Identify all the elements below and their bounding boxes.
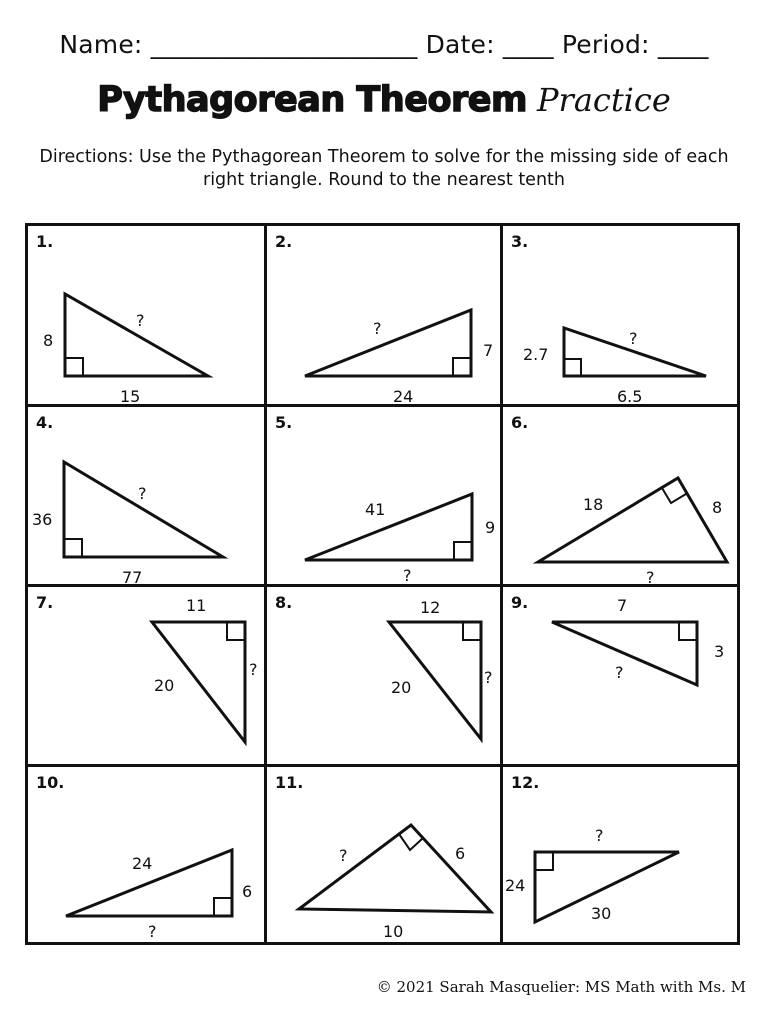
side-label-hyp: ?	[373, 319, 382, 338]
problem-number: 1.	[36, 232, 54, 251]
side-label-top: ?	[595, 826, 604, 845]
problem-4	[28, 407, 267, 587]
problem-2	[267, 226, 503, 407]
directions-line-2: right triangle. Round to the nearest tenth	[203, 170, 565, 190]
triangle-diagram	[503, 587, 737, 764]
problem-8	[267, 587, 503, 767]
side-label-right: 9	[485, 518, 496, 537]
problem-grid	[25, 223, 740, 945]
side-label-hyp: 20	[391, 678, 412, 697]
problem-3	[503, 226, 737, 407]
problem-7	[28, 587, 267, 767]
triangle	[64, 462, 223, 557]
side-label-bottom: 24	[393, 387, 414, 406]
problem-number: 4.	[36, 413, 54, 432]
side-label-bottom: 15	[120, 387, 141, 406]
directions	[0, 146, 768, 192]
side-label-right: ?	[249, 660, 258, 679]
side-label-right: 3	[714, 642, 725, 661]
problem-9	[503, 587, 737, 767]
triangle-diagram	[503, 226, 737, 404]
side-label-bottom: ?	[403, 566, 412, 585]
side-label-right: 6	[455, 844, 466, 863]
side-label-left: 2.7	[523, 345, 549, 364]
side-label-bottom: 6.5	[617, 387, 643, 406]
side-label-hyp: 24	[132, 854, 153, 873]
page-title	[0, 80, 768, 120]
triangle-diagram	[503, 767, 737, 942]
side-label-hyp: 18	[583, 495, 604, 514]
triangle-diagram	[267, 226, 500, 404]
triangle	[305, 494, 472, 560]
directions-line-1: Directions: Use the Pythagorean Theorem to solve for the missing side of each	[39, 147, 729, 167]
side-label-hyp: ?	[629, 329, 638, 348]
triangle-diagram	[28, 587, 264, 764]
problem-number: 3.	[511, 232, 529, 251]
problem-11	[267, 767, 503, 942]
problem-number: 6.	[511, 413, 529, 432]
side-label-hyp: 20	[154, 676, 175, 695]
side-label-left: 36	[32, 510, 53, 529]
problem-1	[28, 226, 267, 407]
side-label-bottom: 77	[122, 568, 143, 587]
problem-number: 11.	[275, 773, 304, 792]
right-angle-mark	[454, 542, 472, 560]
right-angle-mark	[453, 358, 471, 376]
triangle-diagram	[267, 587, 500, 764]
problem-number: 9.	[511, 593, 529, 612]
right-angle-mark	[463, 622, 481, 640]
triangle-diagram	[28, 226, 264, 404]
date-blank[interactable]: ____	[502, 30, 554, 59]
name-label: Name:	[59, 30, 143, 59]
side-label-top: 7	[617, 596, 628, 615]
right-angle-mark	[535, 852, 553, 870]
triangle-diagram	[267, 767, 500, 942]
triangle	[305, 310, 471, 376]
side-label-top: 12	[420, 598, 441, 617]
problem-10	[28, 767, 267, 942]
triangle	[538, 478, 727, 562]
problem-number: 7.	[36, 593, 54, 612]
problem-12	[503, 767, 737, 942]
side-label-hyp: ?	[339, 846, 348, 865]
name-blank[interactable]: _____________________	[150, 30, 418, 59]
problem-number: 2.	[275, 232, 293, 251]
title-main: Pythagorean Theorem	[97, 80, 527, 120]
side-label-hyp: 41	[365, 500, 386, 519]
problem-number: 10.	[36, 773, 65, 792]
problem-5	[267, 407, 503, 587]
title-script: Practice	[536, 81, 671, 119]
side-label-right: 8	[712, 498, 723, 517]
side-label-hyp: ?	[136, 311, 145, 330]
side-label-bottom: ?	[148, 922, 157, 941]
triangle-diagram	[503, 407, 737, 587]
side-label-bottom: ?	[646, 568, 655, 587]
side-label-hyp: ?	[138, 484, 147, 503]
problem-number: 8.	[275, 593, 293, 612]
triangle	[65, 294, 208, 376]
triangle	[552, 622, 697, 685]
right-angle-mark	[662, 488, 686, 503]
side-label-right: 6	[242, 882, 253, 901]
triangle-diagram	[28, 407, 264, 587]
period-blank[interactable]: ____	[657, 30, 709, 59]
right-angle-mark	[65, 358, 83, 376]
student-info-line	[0, 30, 768, 59]
triangle-diagram	[267, 407, 500, 584]
right-angle-mark	[399, 834, 423, 850]
copyright-notice: © 2021 Sarah Masquelier: MS Math with Ms. M	[376, 978, 746, 996]
right-angle-mark	[227, 622, 245, 640]
problem-number: 5.	[275, 413, 293, 432]
side-label-right: 7	[483, 341, 494, 360]
date-label: Date:	[425, 30, 495, 59]
problem-number: 12.	[511, 773, 540, 792]
side-label-hyp: 30	[591, 904, 612, 923]
side-label-top: 11	[186, 596, 207, 615]
triangle	[299, 825, 491, 912]
side-label-bottom: 10	[383, 922, 404, 941]
side-label-hyp: ?	[615, 663, 624, 682]
triangle-diagram	[28, 767, 264, 942]
problem-6	[503, 407, 737, 587]
side-label-right: ?	[484, 668, 493, 687]
side-label-left: 8	[43, 331, 54, 350]
period-label: Period:	[561, 30, 650, 59]
side-label-left: 24	[505, 876, 526, 895]
right-angle-mark	[564, 359, 581, 376]
right-angle-mark	[679, 622, 697, 640]
right-angle-mark	[214, 898, 232, 916]
right-angle-mark	[64, 539, 82, 557]
